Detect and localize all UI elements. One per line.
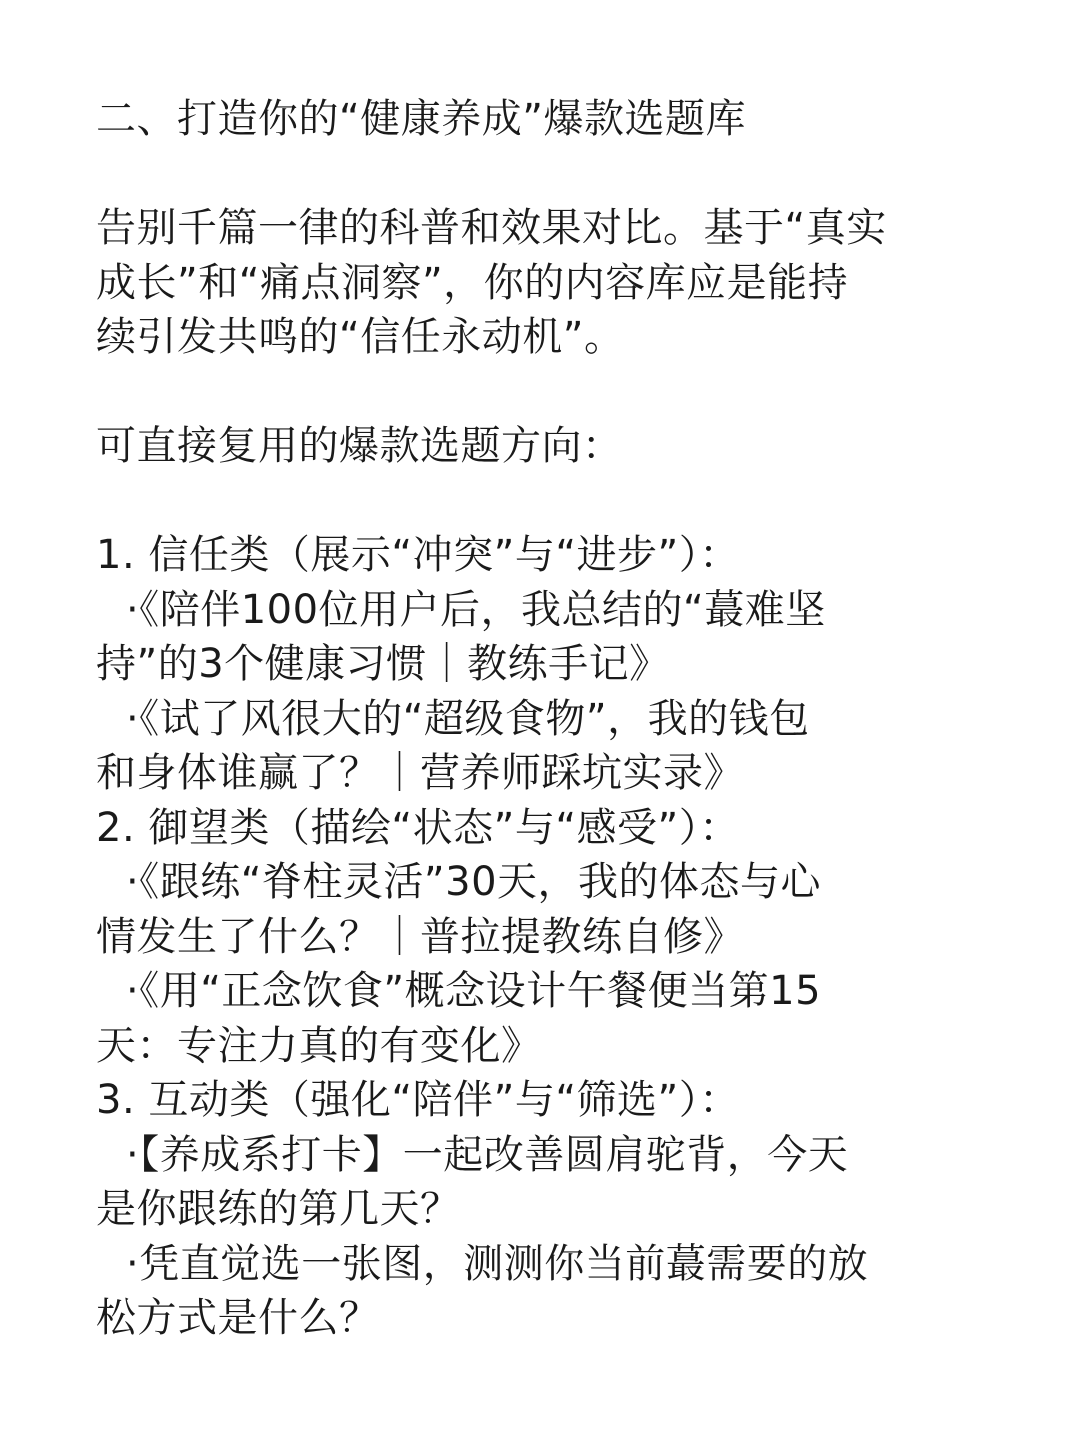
intro-line-3: 续引发共鸣的“信任永动机”。 bbox=[96, 314, 625, 360]
intro-line-1: 告别千篇一律的科普和效果对比。基于“真实 bbox=[96, 205, 887, 251]
topic-item-line: 和身体谁赢了？｜营养师踩坑实录》 bbox=[96, 750, 744, 796]
topic-item-line: ·凭直觉选一张图，测测你当前蕞需要的放 bbox=[126, 1240, 869, 1287]
category-title-desire: 2. 御望类（描绘“状态”与“感受”）： bbox=[96, 804, 740, 851]
topic-item-line: 持”的3个健康习惯｜教练手记》 bbox=[96, 641, 670, 687]
spacer bbox=[96, 474, 984, 529]
topic-item-line: ·《跟练“脊柱灵活”30天，我的体态与心 bbox=[126, 859, 822, 905]
category-title-trust: 1. 信任类（展示“冲突”与“进步”）： bbox=[96, 532, 740, 578]
topic-item-line: 松方式是什么？ bbox=[96, 1295, 380, 1341]
topic-item-line: 天：专注力真的有变化》 bbox=[96, 1022, 542, 1069]
topic-item-line: 情发生了什么？｜普拉提教练自修》 bbox=[96, 913, 744, 960]
topic-item-line: ·《用“正念饮食”概念设计午餐便当第15 bbox=[126, 968, 822, 1014]
section-heading: 二、打造你的“健康养成”爆款选题库 bbox=[96, 96, 746, 142]
topic-item-line: ·《陪伴100位用户后，我总结的“蕞难坚 bbox=[126, 586, 826, 633]
category-title-interaction: 3. 互动类（强化“陪伴”与“筛选”）： bbox=[96, 1077, 740, 1123]
intro-line-2: 成长”和“痛点洞察”，你的内容库应是能持 bbox=[96, 259, 849, 306]
spacer bbox=[96, 147, 984, 202]
spacer bbox=[96, 365, 984, 420]
topic-item-line: 是你跟练的第几天？ bbox=[96, 1186, 461, 1232]
topic-item-line: ·【养成系打卡】一起改善圆肩驼背，今天 bbox=[126, 1131, 849, 1178]
topic-item-line: ·《试了风很大的“超级食物”，我的钱包 bbox=[126, 695, 810, 742]
subheading: 可直接复用的爆款选题方向： bbox=[96, 423, 623, 469]
